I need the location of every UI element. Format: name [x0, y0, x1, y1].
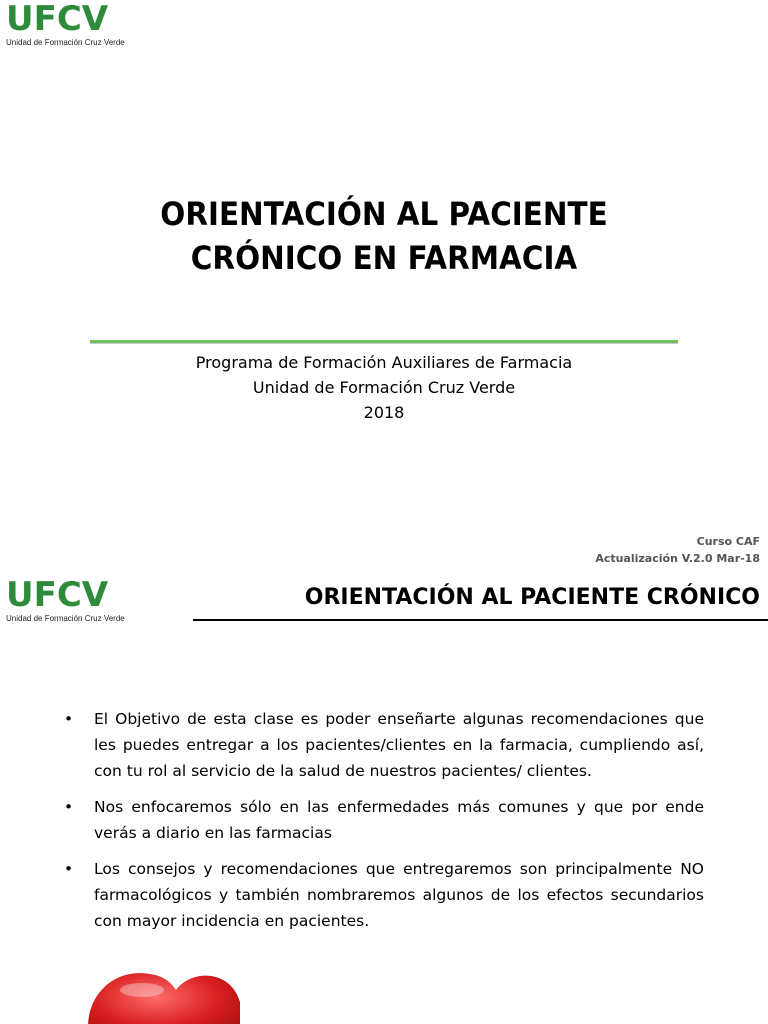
ufcv-logo — [6, 575, 125, 623]
list-item — [64, 794, 704, 846]
bullet-icon: • — [64, 860, 74, 878]
course-meta — [595, 533, 760, 567]
list-item — [64, 706, 704, 784]
bullet-list — [64, 706, 704, 944]
green-divider — [90, 340, 678, 344]
cover-title-line1: ORIENTACIÓN AL PACIENTE — [160, 195, 608, 233]
list-item — [64, 856, 704, 934]
logo-mark: UFCV — [6, 575, 109, 615]
course-version: Actualización V.2.0 Mar-18 — [595, 552, 760, 565]
subtitle-line: Programa de Formación Auxiliares de Farmacia — [195, 353, 573, 372]
cover-subtitle — [0, 350, 768, 425]
title-underline — [193, 619, 768, 621]
bullet-text: Los consejos y recomendaciones que entregaremos son principalmente NO farmacológicos y también nombraremos algunos de los efectos secundarios con mayor incidencia en pacientes. — [94, 860, 704, 930]
logo-subtitle: Unidad de Formación Cruz Verde — [6, 614, 125, 623]
ufcv-logo — [6, 2, 125, 47]
heart-icon — [80, 962, 240, 1024]
course-name: Curso CAF — [696, 535, 760, 548]
logo-mark: UFCV — [6, 0, 109, 39]
bullet-text: Nos enfocaremos sólo en las enfermedades más comunes y que por ende verás a diario en las farmacias — [94, 798, 704, 842]
subtitle-year: 2018 — [363, 403, 405, 422]
cover-title-line2: CRÓNICO EN FARMACIA — [190, 239, 578, 277]
subtitle-line: Unidad de Formación Cruz Verde — [252, 378, 516, 397]
slide-title: ORIENTACIÓN AL PACIENTE CRÓNICO — [304, 585, 760, 610]
cover-title — [31, 192, 738, 280]
bullet-icon: • — [64, 798, 74, 816]
bullet-text: El Objetivo de esta clase es poder enseñarte algunas recomendaciones que les puedes entregar a los pacientes/clientes en la farmacia, cumpliendo así, con tu rol al servicio de la salud de nuestros pacientes/ clientes. — [94, 710, 704, 780]
logo-subtitle: Unidad de Formación Cruz Verde — [6, 38, 125, 47]
bullet-icon: • — [64, 710, 74, 728]
